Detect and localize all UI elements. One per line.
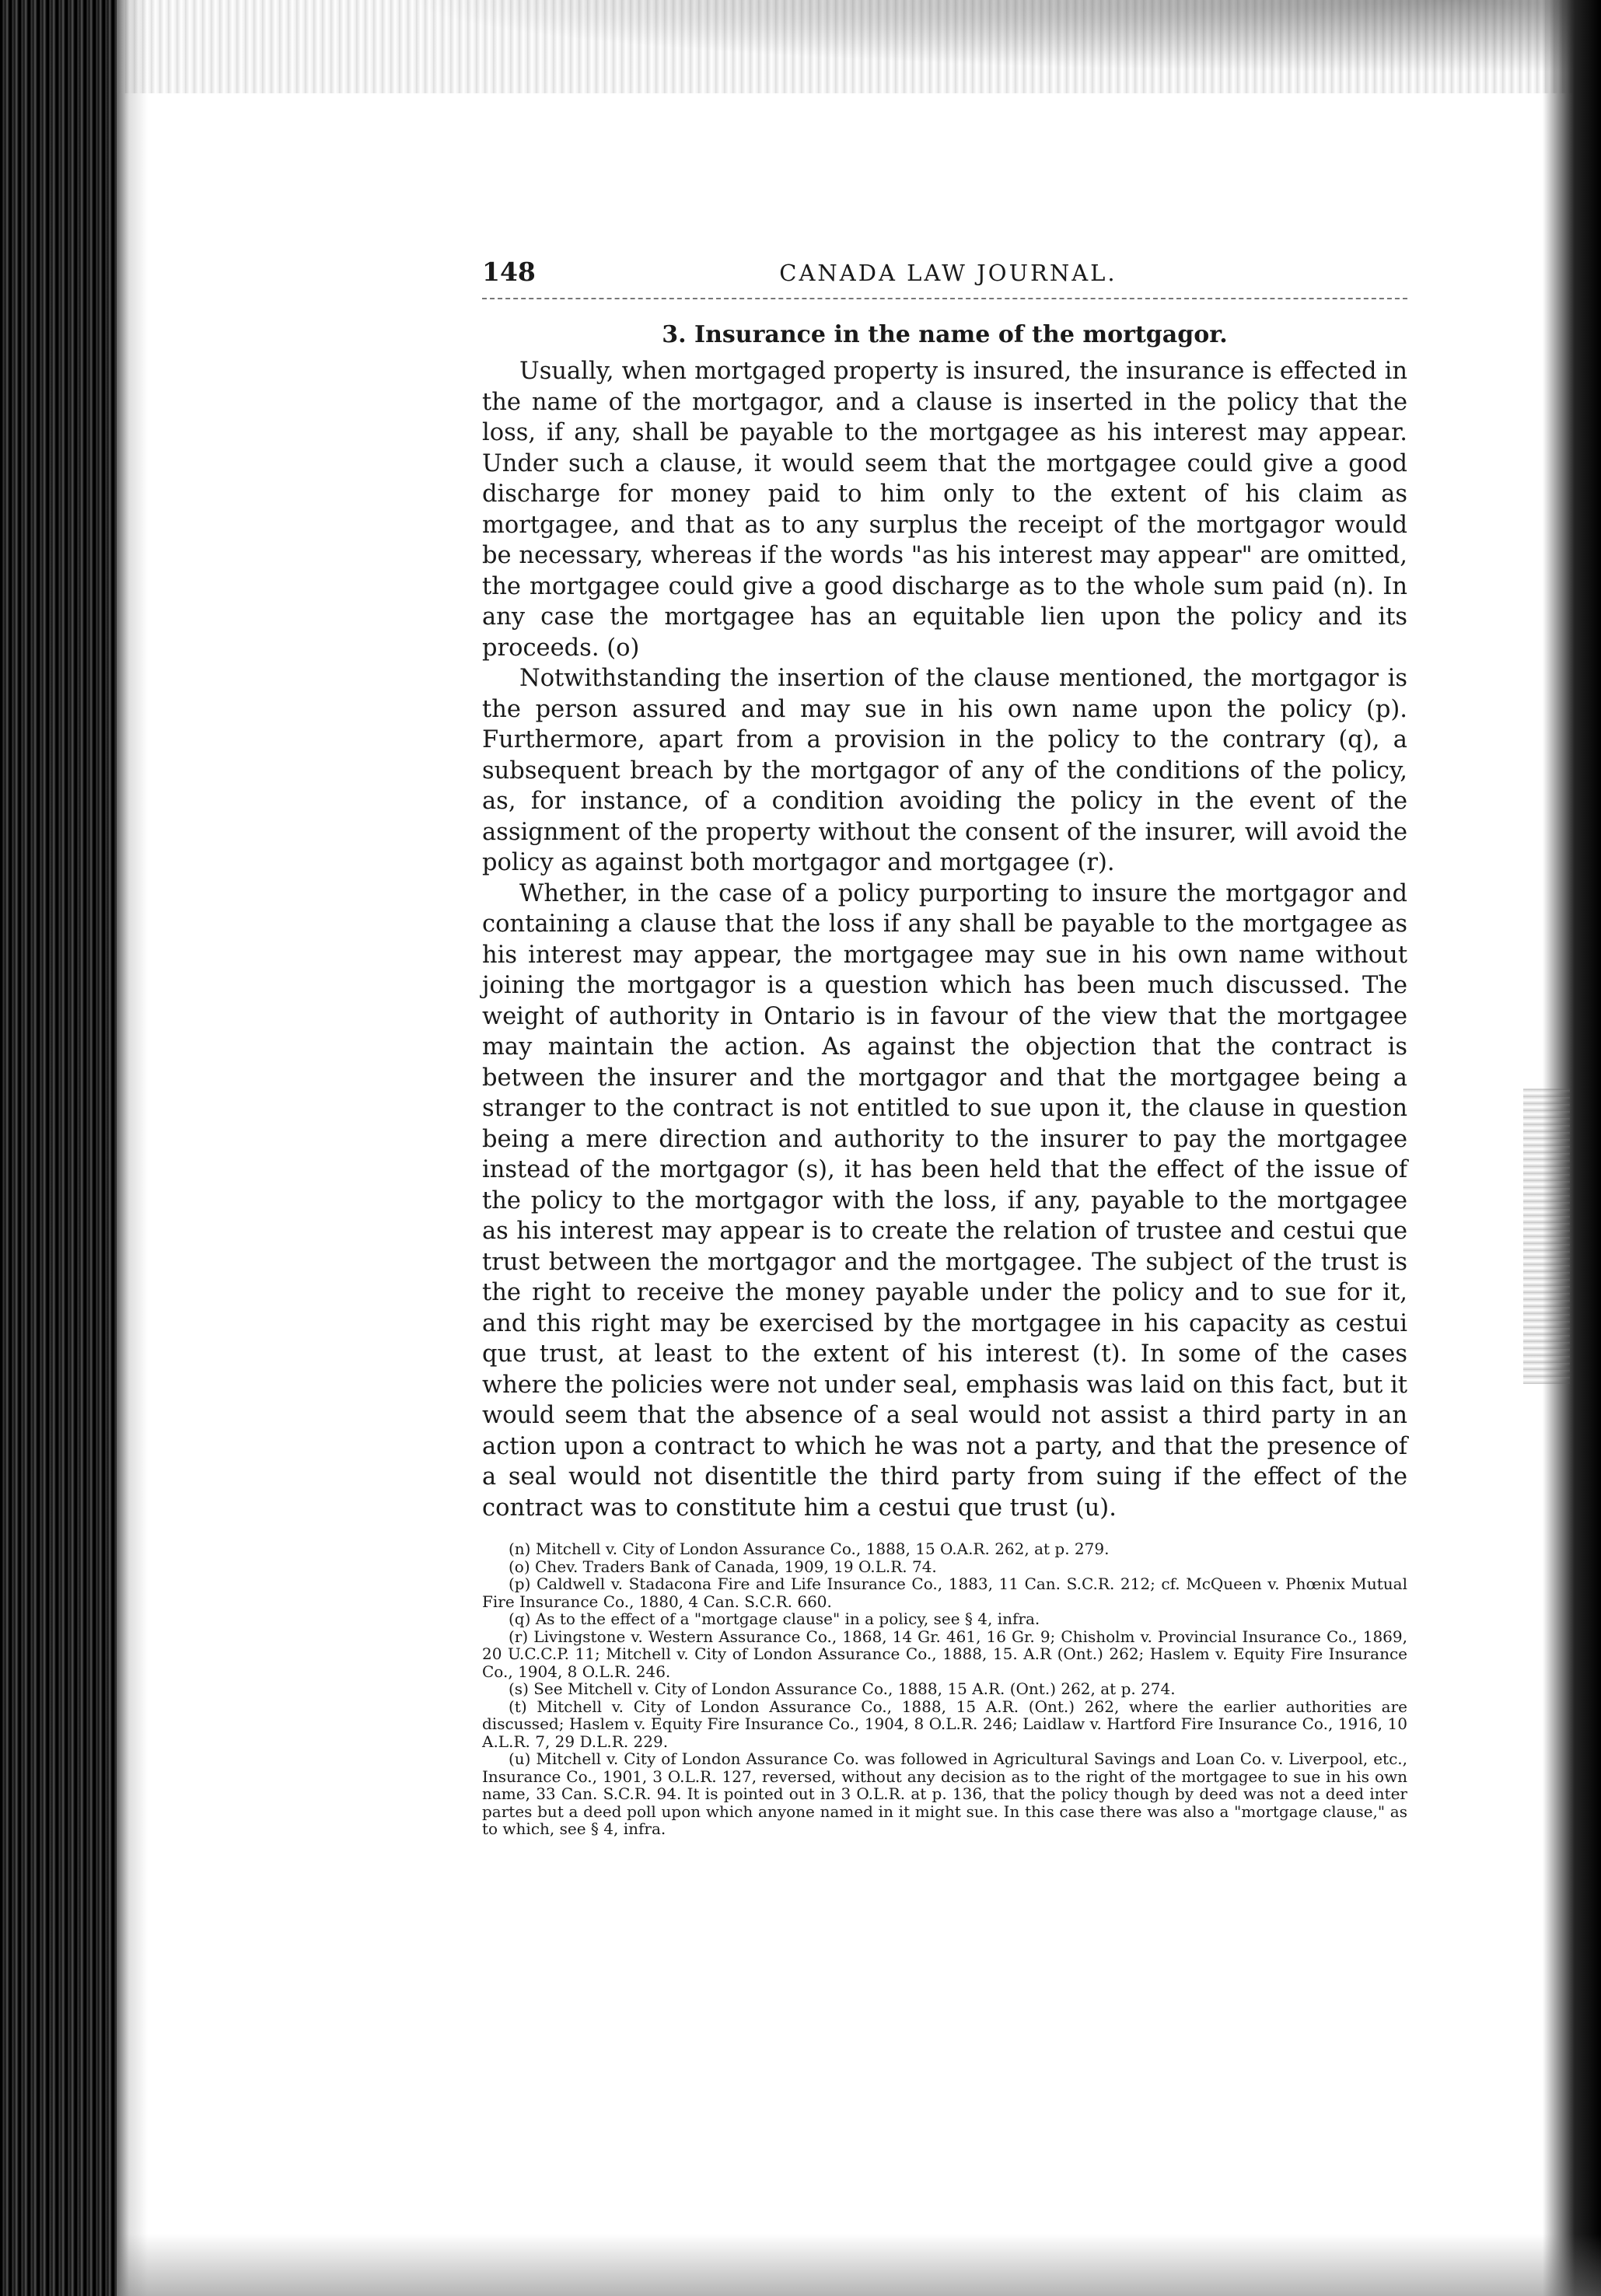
body-text — [482, 356, 1407, 1523]
document-page — [482, 257, 1407, 1838]
paragraph: Whether, in the case of a policy purporting to insure the mortgagor and containing a clause that the loss if any shall be payable to the mortgagee as his interest may appear, the mortgagee may sue in his own name without joining the mortgagor is a question which has been much discussed. The weight of authority in Ontario is in favour of the view that the mortgagee may maintain the action. As against the objection that the contract is between the insurer and the mortgagor and that the mortgagee being a stranger to the contract is not entitled to sue upon it, the clause in question being a mere direction and authority to the insurer to pay the mortgagee instead of the mortgagor (s), it has been held that the effect of the issue of the policy to the mortgagor with the loss, if any, payable to the mortgagee as his interest may appear is to create the relation of trustee and cestui que trust between the mortgagor and the mortgagee. The subject of the trust is the right to receive the money payable under the policy and to sue for it, and this right may be exercised by the mortgagee in his capacity as cestui que trust, at least to the extent of his interest (t). In some of the cases where the policies were not under seal, emphasis was laid on this fact, but it would seem that the absence of a seal would not assist a third party in an action upon a contract to which he was not a party, and that the presence of a seal would not disentitle the third party from suing if the effect of the contract was to constitute him a cestui que trust (u). — [482, 879, 1407, 1522]
scan-top-noise — [117, 0, 1601, 93]
section-title: 3. Insurance in the name of the mortgagor. — [662, 321, 1228, 348]
journal-name: CANADA LAW JOURNAL. — [779, 260, 1117, 286]
scan-binding-shadow — [117, 0, 148, 2296]
scan-right-noise — [1523, 1089, 1570, 1384]
footnotes — [482, 1540, 1407, 1838]
footnote: (p) Caldwell v. Stadacona Fire and Life Insurance Co., 1883, 11 Can. S.C.R. 212; cf. McQueen v. Phœnix Mutual Fire Insurance Co., 1880, 4 Can. S.C.R. 660. — [482, 1574, 1407, 1611]
footnote: (r) Livingstone v. Western Assurance Co., 1868, 14 Gr. 461, 16 Gr. 9; Chisholm v. Provincial Insurance Co., 1869, 20 U.C.C.P. 11; Mitchell v. City of London Assurance Co., 1888, 15. A.R (Ont.) 262; Haslem v. Equity Fire Insurance Co., 1904, 8 O.L.R. 246. — [482, 1627, 1407, 1681]
page-number: 148 — [482, 257, 536, 287]
scan-bottom-noise — [117, 2234, 1601, 2296]
paragraph: Notwithstanding the insertion of the clause mentioned, the mortgagor is the person assured and may sue in his own name upon the policy (p). Furthermore, apart from a provision in the policy to the contrary (q), a subsequent breach by the mortgagor of any of the conditions of the policy, as, for instance, of a condition avoiding the policy in the event of the assignment of the property without the consent of the insurer, will avoid the policy as against both mortgagor and mortgagee (r). — [482, 665, 1407, 876]
footnote: (t) Mitchell v. City of London Assurance Co., 1888, 15 A.R. (Ont.) 262, where the earlier authorities are discussed; Haslem v. Equity Fire Insurance Co., 1904, 8 O.L.R. 246; Laidlaw v. Hartford Fire Insurance Co., 1916, 10 A.L.R. 7, 29 D.L.R. 229. — [482, 1697, 1407, 1751]
scan-binding-edge — [0, 0, 117, 2296]
running-header — [482, 257, 1407, 299]
footnote: (u) Mitchell v. City of London Assurance Co. was followed in Agricultural Savings and Loan Co. v. Liverpool, etc., Insurance Co., 1901, 3 O.L.R. 127, reversed, without any decision as to the right of the mortgagee to sue in his own name, 33 Can. S.C.R. 94. It is pointed out in 3 O.L.R. at p. 136, that the policy though by deed was not a deed inter partes but a deed poll upon which anyone named in it might sue. In this case there was also a "mortgage clause," as to which, see § 4, infra. — [482, 1749, 1407, 1838]
paragraph: Usually, when mortgaged property is insured, the insurance is effected in the name of the mortgagor, and a clause is inserted in the policy that the loss, if any, shall be payable to the mortgagee as his interest may appear. Under such a clause, it would seem that the mortgagee could give a good discharge for money paid to him only to the extent of his claim as mortgagee, and that as to any surplus the receipt of the mortgagor would be necessary, whereas if the words "as his interest may appear" are omitted, the mortgagee could give a good discharge as to the whole sum paid (n). In any case the mortgagee has an equitable lien upon the policy and its proceeds. (o) — [482, 358, 1407, 662]
footnote: (n) Mitchell v. City of London Assurance Co., 1888, 15 O.A.R. 262, at p. 279. — [509, 1539, 1110, 1558]
footnote: (o) Chev. Traders Bank of Canada, 1909, 19 O.L.R. 74. — [509, 1557, 937, 1576]
footnote: (q) As to the effect of a "mortgage clause" in a policy, see § 4, infra. — [509, 1609, 1040, 1628]
footnote: (s) See Mitchell v. City of London Assurance Co., 1888, 15 A.R. (Ont.) 262, at p. 274. — [509, 1679, 1176, 1698]
